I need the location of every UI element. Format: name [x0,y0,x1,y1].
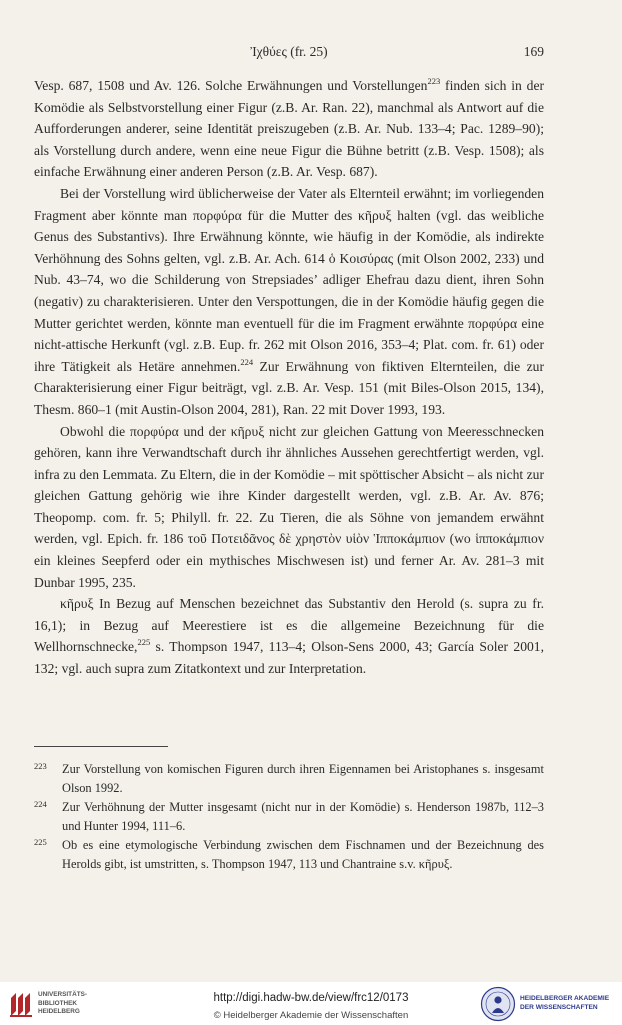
footnote-text: Ob es eine etymologische Verbindung zwischen dem Fischnamen und der Bezeichnung des Herolds gibt, ist umstritten, s. Thompson 1947, 113 und Chantraine s.v. κῆρυξ. [62,838,544,871]
paragraph-3: Obwohl die πορφύρα und der κῆρυξ nicht zur gleichen Gattung von Meeresschnecken gehören, kann ihre Verwandtschaft durch ihr ähnliches Aussehen gerechtfertigt werden, vgl. infra zu den Lemmata. Zu Eltern, die in der Komödie – mit spöttischer Absicht – als nicht zur gleichen Gattung gehörig wie ihre Kinder dargestellt werden, vgl. z.B. Ar. Av. 876; Theopomp. com. fr. 5; Philyll. fr. 22. Zu Tieren, die als Söhne von jemandem erwähnt werden, vgl. Epich. fr. 186 τοῦ Ποτειδᾶνος δὲ χρηστὸν υἱὸν Ἱπποκάμπιον (wo ἱπποκάμπιον ein kleines Seepferd oder ein mythisches Mischwesen ist) und ferner Ar. Av. 281–3 mit Dunbar 1995, 235. [34,423,544,590]
running-header [34,44,544,64]
permalink-url[interactable]: http://digi.hadw-bw.de/view/frc12/0173 [213,992,409,1004]
footnote-ref-225[interactable]: 225 [137,637,151,648]
footnotes [34,760,544,875]
library-logo-text: UNIVERSITÄTS- BIBLIOTHEK HEIDELBERG [38,991,87,1015]
footnote-number: 223 [34,761,47,771]
paragraph-1: Vesp. 687, 1508 und Av. 126. Solche Erwähnungen und Vorstellungen$^{223}$ finden sich in der Komödie als Selbstvorstellung einer Figur (z.B. Ar. Ran. 22), manchmal als Antwort auf die Aufforderungen anderer, seine Identität preiszugeben (z.B. Ar. Nub. 133–4; Pac. 1289–90); als Vorstellung durch andere, wenn eine neue Figur die Bühne betritt (z.B. Vesp. 1508); als einfache Erwähnung einer anderen Person (z.B. Ar. Vesp. 687). [34,76,544,180]
copyright-notice: © Heidelberger Akademie der Wissenschaften [213,1010,409,1021]
footnote-number: 225 [34,837,47,848]
running-title: Ἰχθύες (fr. 25) [250,44,328,59]
academy-logo[interactable] [480,986,622,1022]
footnote-text: Zur Verhöhnung der Mutter insgesamt (nicht nur in der Komödie) s. Henderson 1987b, 112–3 und Hunter 1994, 111–6. [62,800,544,833]
footnote-225 [34,836,544,873]
main-text [34,75,544,680]
footnote-ref-223[interactable]: 223 [427,76,441,86]
paragraph-4: κῆρυξ In Bezug auf Menschen bezeichnet das Substantiv den Herold (s. supra zu fr. 16,1); in Bezug auf Meerestiere ist es die allgemeine Bezeichnung für die Wellhornschnecke,$^{225}$ s. Thompson 1947, 113–4; Olson-Sens 2000, 43; García Soler 2001, 132; vgl. auch supra zum Zitatkontext und zur Interpretation. [34,596,544,677]
viewer-footer-bar [0,982,622,1025]
footnote-224 [34,798,544,835]
paragraph-2: Bei der Vorstellung wird üblicherweise der Vater als Elternteil erwähnt; im vorliegenden Fragment aber könnte man πορφύρα für die Mutter des κῆρυξ halten (vgl. das weibliche Genus des Substantivs). Ihre Erwähnung könnte, wie häufig in der Komödie, als indirekte Verhöhnung des Sohns gelten, vgl. z.B. Ar. Ach. 614 ὁ Κοισύρας (mit Olson 2002, 233) und Nub. 43–74, wo die Schilderung von Strepsiades’ adliger Ehefrau dazu dient, ihren Sohn (negativ) zu charakterisieren. Unter den Verspottungen, die in der Komödie häufig gegen die Mutter gerichtet werden, könnte man eventuell für die im Fragment erwähnte πορφύρα eine nicht-attische Herkunft (vgl. z.B. Eup. fr. 262 mit Olson 2016, 353–4; Plat. com. fr. 61) oder ihre Tätigkeit als Hetäre annehmen.$^{224}$ Zur Erwähnung von fiktiven Elternteilen, die zur Charakterisierung einer Figur beiträgt, vgl. z.B. Ar. Vesp. 151 (mit Biles-Olson 2015, 134), Thesm. 860–1 (mit Austin-Olson 2004, 281), Ran. 22 mit Dover 1993, 193. [34,185,545,417]
footnote-text: Zur Vorstellung von komischen Figuren durch ihren Eigennamen bei Aristophanes s. insgesamt Olson 1992. [62,762,544,795]
footnote-ref-224[interactable]: 224 [240,356,254,367]
footnote-number: 224 [34,799,47,810]
page-number: 169 [523,44,544,59]
academy-seal-icon [480,986,516,1022]
footnote-223 [34,760,544,797]
academy-logo-text: HEIDELBERGER AKADEMIE DER WISSENSCHAFTEN [520,995,610,1011]
footnote-divider [34,746,168,747]
